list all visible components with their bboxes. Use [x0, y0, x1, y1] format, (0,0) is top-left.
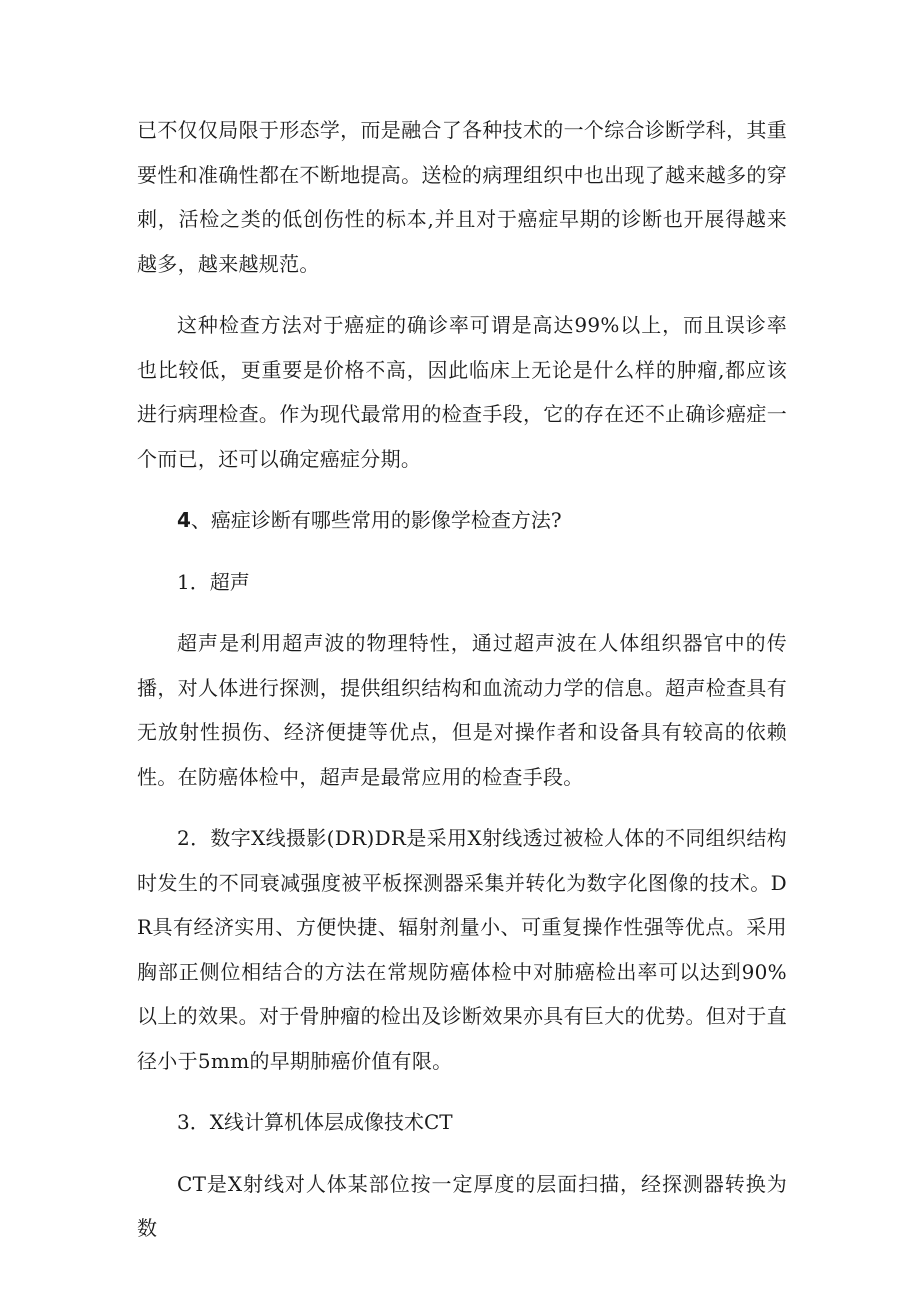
section-heading-text: 、癌症诊断有哪些常用的影像学检查方法?: [190, 508, 562, 532]
paragraph-digital-radiography: 2．数字X线摄影(DR)DR是采用X射线透过被检人体的不同组织结构时发生的不同衰减强度被平板探测器采集并转化为数字化图像的技术。DR具有经济实用、方便快捷、辐射剂量小、可重复操作性强等优点。采用胸部正侧位相结合的方法在常规防癌体检中对肺癌检出率可以达到90%以上的效果。对于骨肿瘤的检出及诊断效果亦具有巨大的优势。但对于直径小于5mm的早期肺癌价值有限。: [137, 826, 787, 1073]
document-page: [137, 108, 787, 1268]
section-heading-imaging-methods: [137, 498, 787, 543]
paragraph-ct: CT是X射线对人体某部位按一定厚度的层面扫描，经探测器转换为数: [137, 1171, 787, 1240]
item-title-ct: 3．X线计算机体层成像技术CT: [177, 1110, 453, 1134]
paragraph-ultrasound: 超声是利用超声波的物理特性，通过超声波在人体组织器官中的传播，对人体进行探测，提供组织结构和血流动力学的信息。超声检查具有无放射性损伤、经济便捷等优点，但是对操作者和设备具有较高的依赖性。在防癌体检中，超声是最常应用的检查手段。: [137, 631, 787, 789]
item-title-ultrasound: 1．超声: [177, 569, 250, 594]
paragraph-pathology-scope: 已不仅仅局限于形态学，而是融合了各种技术的一个综合诊断学科，其重要性和准确性都在不断地提高。送检的病理组织中也出现了越来越多的穿刺，活检之类的低创伤性的标本,并且对于癌症早期的诊断也开展得越来越多，越来越规范。: [137, 118, 787, 276]
paragraph-diagnosis-rate: 这种检查方法对于癌症的确诊率可谓是高达99%以上，而且误诊率也比较低，更重要是价格不高，因此临床上无论是什么样的肿瘤,都应该进行病理检查。作为现代最常用的检查手段，它的存在还不止确诊癌症一个而已，还可以确定癌症分期。: [137, 313, 787, 471]
section-number: 4: [177, 508, 191, 532]
